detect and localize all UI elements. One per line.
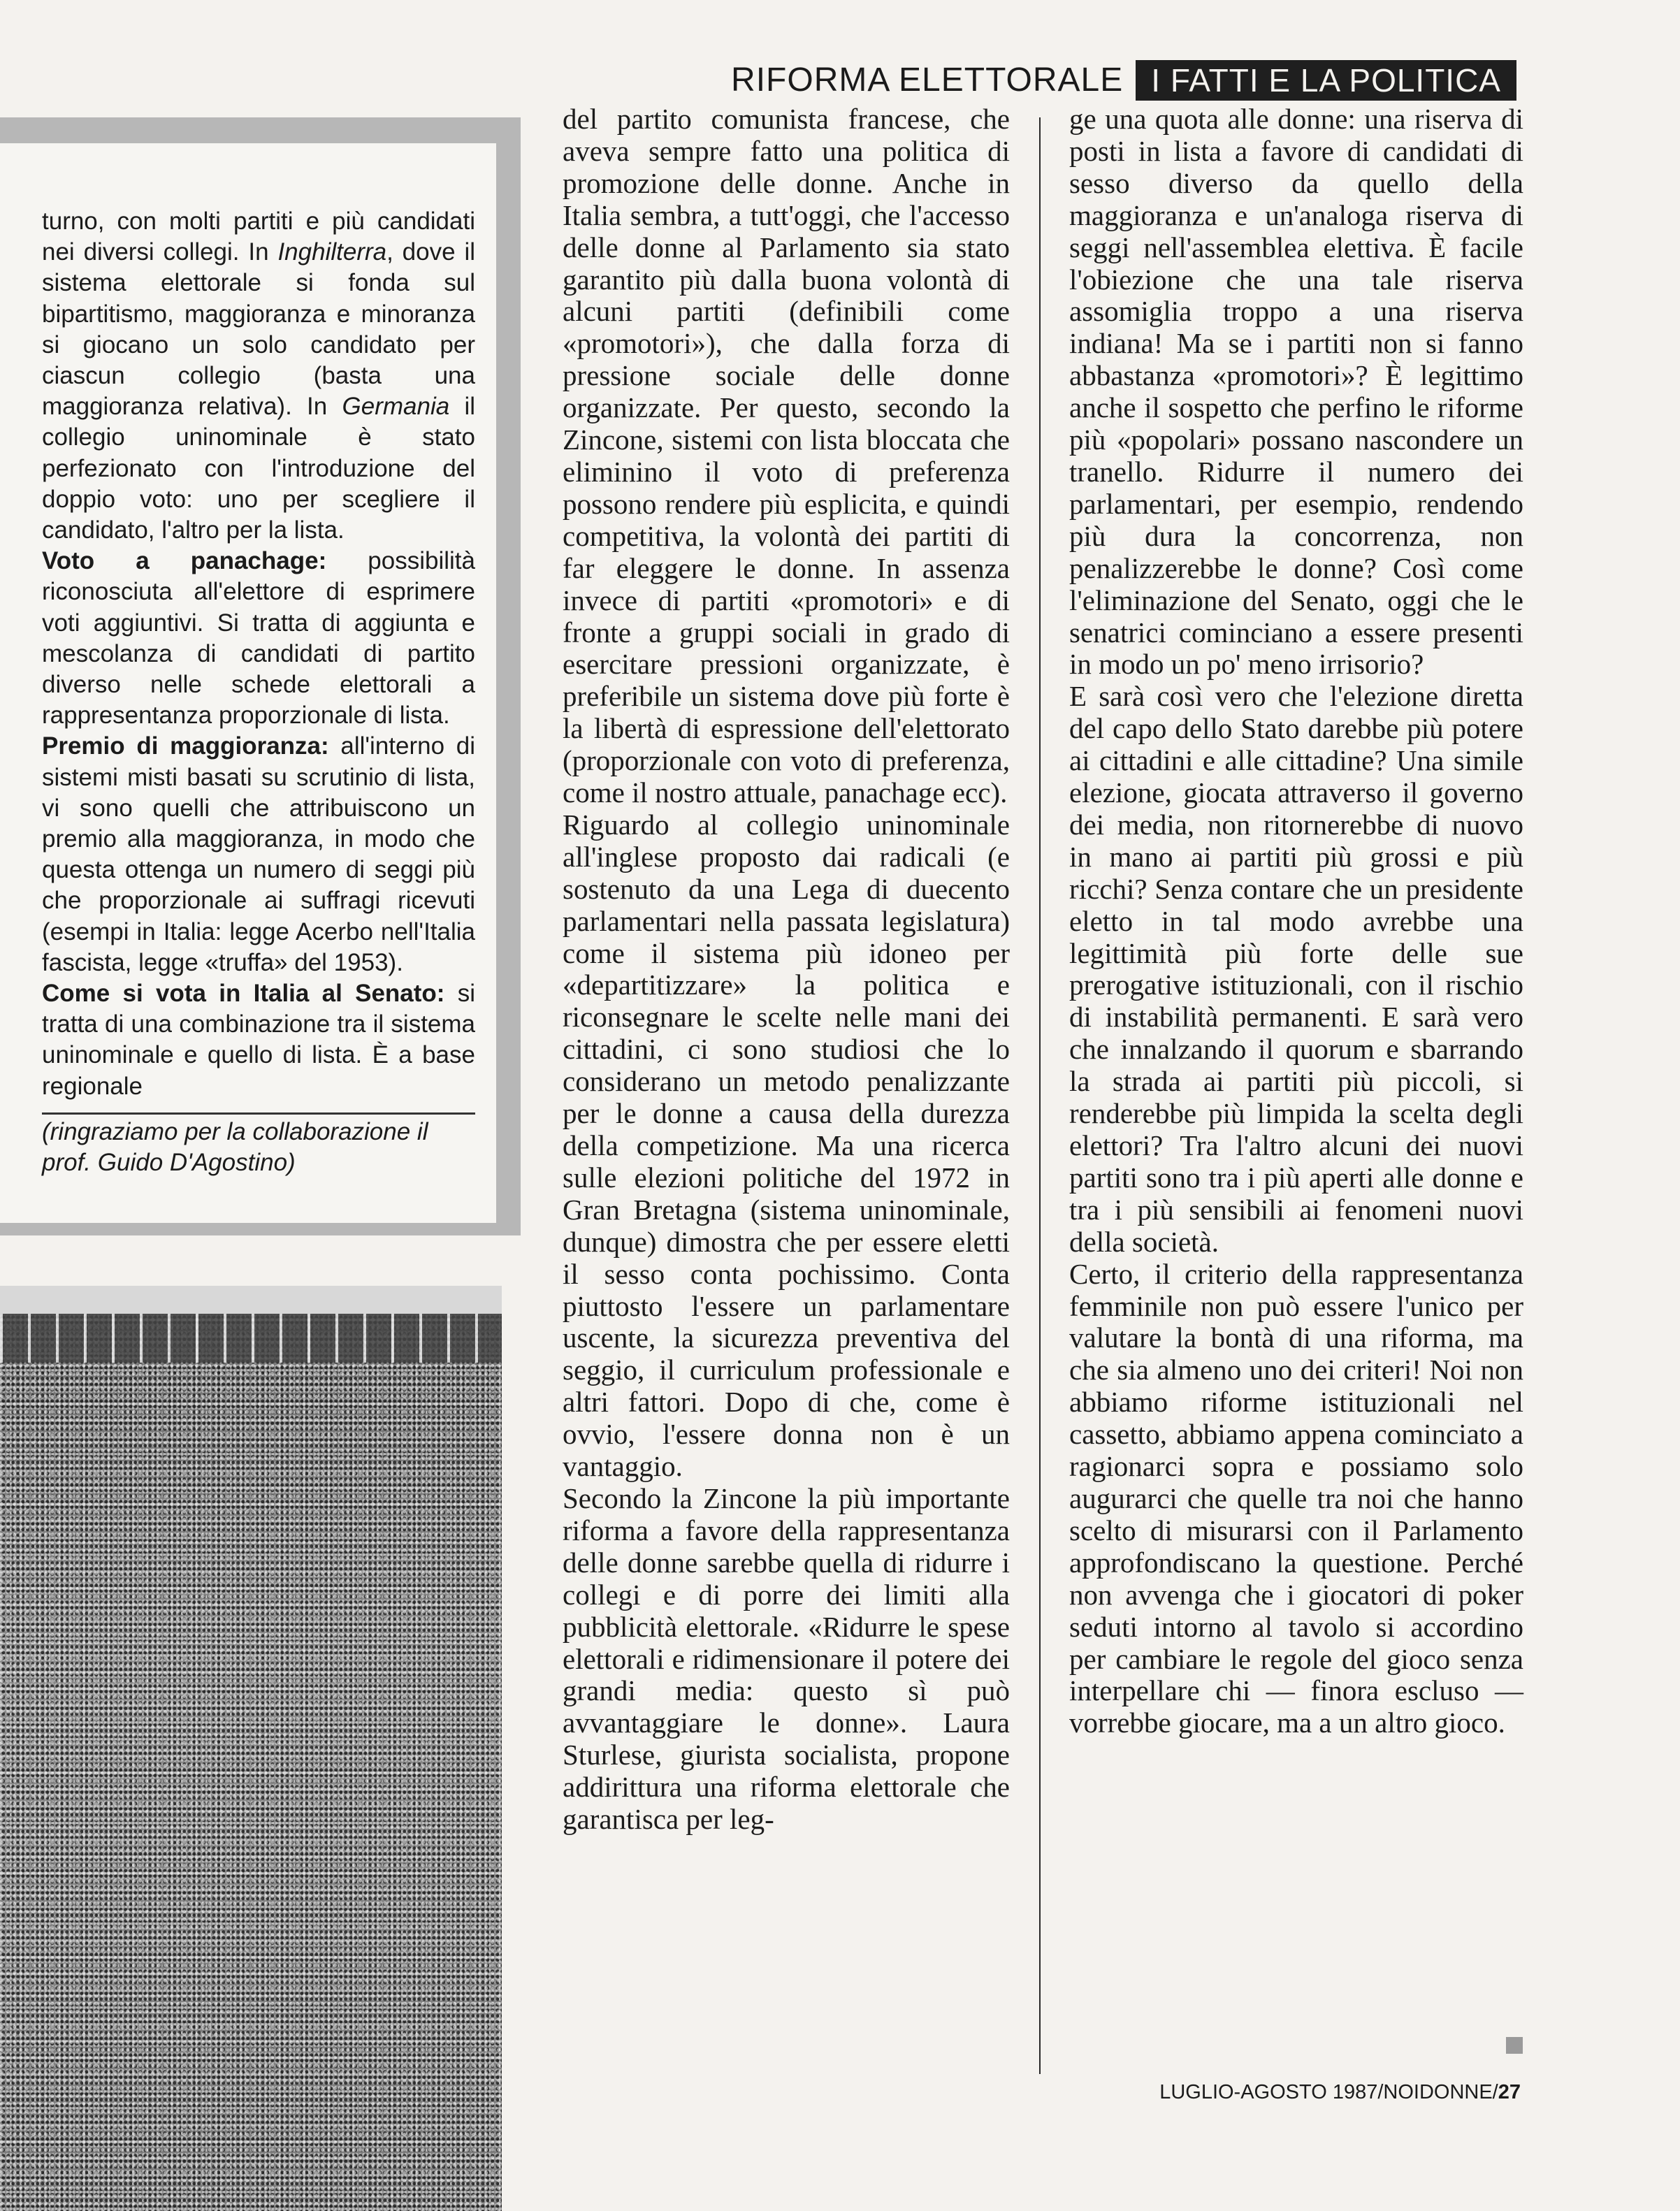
paragraph: Certo, il criterio della rappresentanza femminile non può essere l'unico per valutare la bontà di una riforma, ma che sia almeno uno dei criteri! Noi non abbiamo riforme istituzionali nel cassetto, abbiamo appena cominciato a ragionarci sopra e possiamo solo augurarci che quelle tra noi che hanno scelto di misurarsi con il Parlamento approfondiscano la questione. Perché non avvenga che i giocatori di poker seduti intorno al tavolo si accordino per cambiare le regole del gioco senza interpellare chi — finora escluso — vorrebbe giocare, ma a un altro gioco. <box>1069 1257 1523 1739</box>
article-column-2 <box>1069 103 1523 1739</box>
section-title: RIFORMA ELETTORALE <box>731 61 1124 99</box>
photo-sky <box>0 1286 502 1314</box>
paragraph: Riguardo al collegio uninominale all'inglese proposto dai radicali (e sostenuto da una Lega di duecento parlamentari nella passata legislatura) come il sistema più idoneo per «departitizzare» la politica e riconsegnare le scelte nelle mani dei cittadini, ci sono studiosi che lo considerano un metodo penalizzante per le donne a causa della durezza della competizione. Ma una ricerca sulle elezioni politiche del 1972 in Gran Bretagna (sistema uninominale, dunque) dimostra che per essere eletti il sesso conta pochissimo. Conta piuttosto l'essere un parlamentare uscente, la sicurezza preventiva del seggio, il curriculum professionale e altri fattori. Dopo di che, come è ovvio, l'essere donna non è un vantaggio. <box>563 808 1010 1483</box>
glossary-intro: turno, con molti partiti e più candidati nei diversi collegi. In Inghilterra, dove il sistema elettorale si fonda sul bipartitismo, maggioranza e minoranza si giocano un solo candidato per ciascun collegio (basta una maggioranza relativa). In Germania il collegio uninominale è stato perfezionato con l'introduzione del doppio voto: uno per scegliere il candidato, l'altro per la lista. <box>42 208 475 544</box>
article-column-1 <box>563 103 1010 1836</box>
credit-note: (ringraziamo per la collaborazione il prof. Guido D'Agostino) <box>42 1118 428 1176</box>
glossary-entry: Come si vota in Italia al Senato: si tratta di una combinazione tra il sistema uninominale e quello di lista. È a base regionale <box>42 980 476 1100</box>
page-footer <box>1159 2081 1521 2104</box>
page-number: 27 <box>1498 2081 1521 2103</box>
paragraph: E sarà così vero che l'elezione diretta del capo dello Stato darebbe più potere ai cittadini e alle cittadine? Una simile elezione, giocata attraverso il governo dei media, non ritornerebbe di nuovo in mano ai partiti più grossi e più ricchi? Senza contare che un presidente eletto in tal modo avrebbe una legittimità più forte delle sue prerogative istituzionali, con il rischio di instabilità permanenti. E sarà vero che innalzando il quorum e sbarrando la strada ai partiti più piccoli, si renderebbe più limpida la scelta degli elettori? Tra l'altro alcuni dei nuovi partiti sono tra i più aperti alle donne e tra i più sensibili ai fenomeni nuovi della società. <box>1069 680 1523 1258</box>
column-divider <box>1039 117 1041 2074</box>
page-header <box>731 60 1516 101</box>
glossary-term: Premio di maggioranza: <box>42 732 329 760</box>
glossary-entry: Voto a panachage: possibilità riconosciuta all'elettore di esprimere voti aggiuntivi. Si tratta di aggiunta e mescolanza di candidati di partito diverso nelle schede elettorali a rappresentanza proporzionale di lista. <box>42 547 475 730</box>
issue-label: LUGLIO-AGOSTO 1987/NOIDONNE/ <box>1159 2081 1498 2103</box>
glossary-entry: Premio di maggioranza: all'interno di sistemi misti basati su scrutinio di lista, vi sono quelli che attribuiscono un premio alla maggioranza, in modo che questa ottenga un numero di seggi più che proporzionale ai suffragi ricevuti (esempi in Italia: legge Acerbo nell'Italia fascista, legge «truffa» del 1953). <box>42 732 475 976</box>
glossary-term: Come si vota in Italia al Senato: <box>42 980 445 1008</box>
paragraph: ge una quota alle donne: una riserva di posti in lista a favore di candidati di sesso diverso da quello della maggioranza e un'analoga riserva di seggi nell'assemblea elettiva. È facile l'obiezione che una tale riserva assomiglia troppo a una riserva indiana! Ma se i partiti non si fanno abbastanza «promotori»? È legittimo anche il sospetto che perfino le riforme più «popolari» possano nascondere un tranello. Ridurre il numero dei parlamentari, per esempio, rendendo più dura la concorrenza, non penalizzerebbe le donne? Così come l'eliminazione del Senato, oggi che le senatrici cominciano a essere presenti in modo un po' meno irrisorio? <box>1069 103 1523 681</box>
glossary-text <box>42 206 475 1102</box>
rubric-label: I FATTI E LA POLITICA <box>1136 60 1516 101</box>
paragraph: Secondo la Zincone la più importante riforma a favore della rappresentanza delle donne sarebbe quella di ridurre i collegi e di porre dei limiti alla pubblicità elettorale. «Ridurre le spese elettorali e ridimensionare il potere dei grandi media: questo sì può avvantaggiare le donne». Laura Sturlese, giurista socialista, propone addirittura una riforma elettorale che garantisca per leg- <box>563 1481 1010 1836</box>
paragraph: del partito comunista francese, che aveva sempre fatto una politica di promozione delle donne. Anche in Italia sembra, a tutt'oggi, che l'accesso delle donne al Parlamento sia stato garantito più dalla buona volontà di alcuni partiti (definibili come «promotori»), che dalla forza di pressione sociale delle donne organizzate. Per questo, secondo la Zincone, sistemi con lista bloccata che eliminino il voto di preferenza possono rendere più esplicita, e quindi competitiva, la volontà dei partiti di far eleggere le donne. In assenza invece di partiti «promotori» e di fronte a gruppi sociali in grado di esercitare pressioni organizzate, è preferibile un sistema dove più forte è la libertà di espressione dell'elettorato (proporzionale con voto di preferenza, come il nostro attuale, panachage ecc). <box>563 103 1010 809</box>
credit-divider <box>42 1112 475 1115</box>
end-mark <box>1506 2037 1523 2054</box>
crowd-photo <box>0 1286 502 2211</box>
glossary-term: Voto a panachage: <box>42 547 327 575</box>
